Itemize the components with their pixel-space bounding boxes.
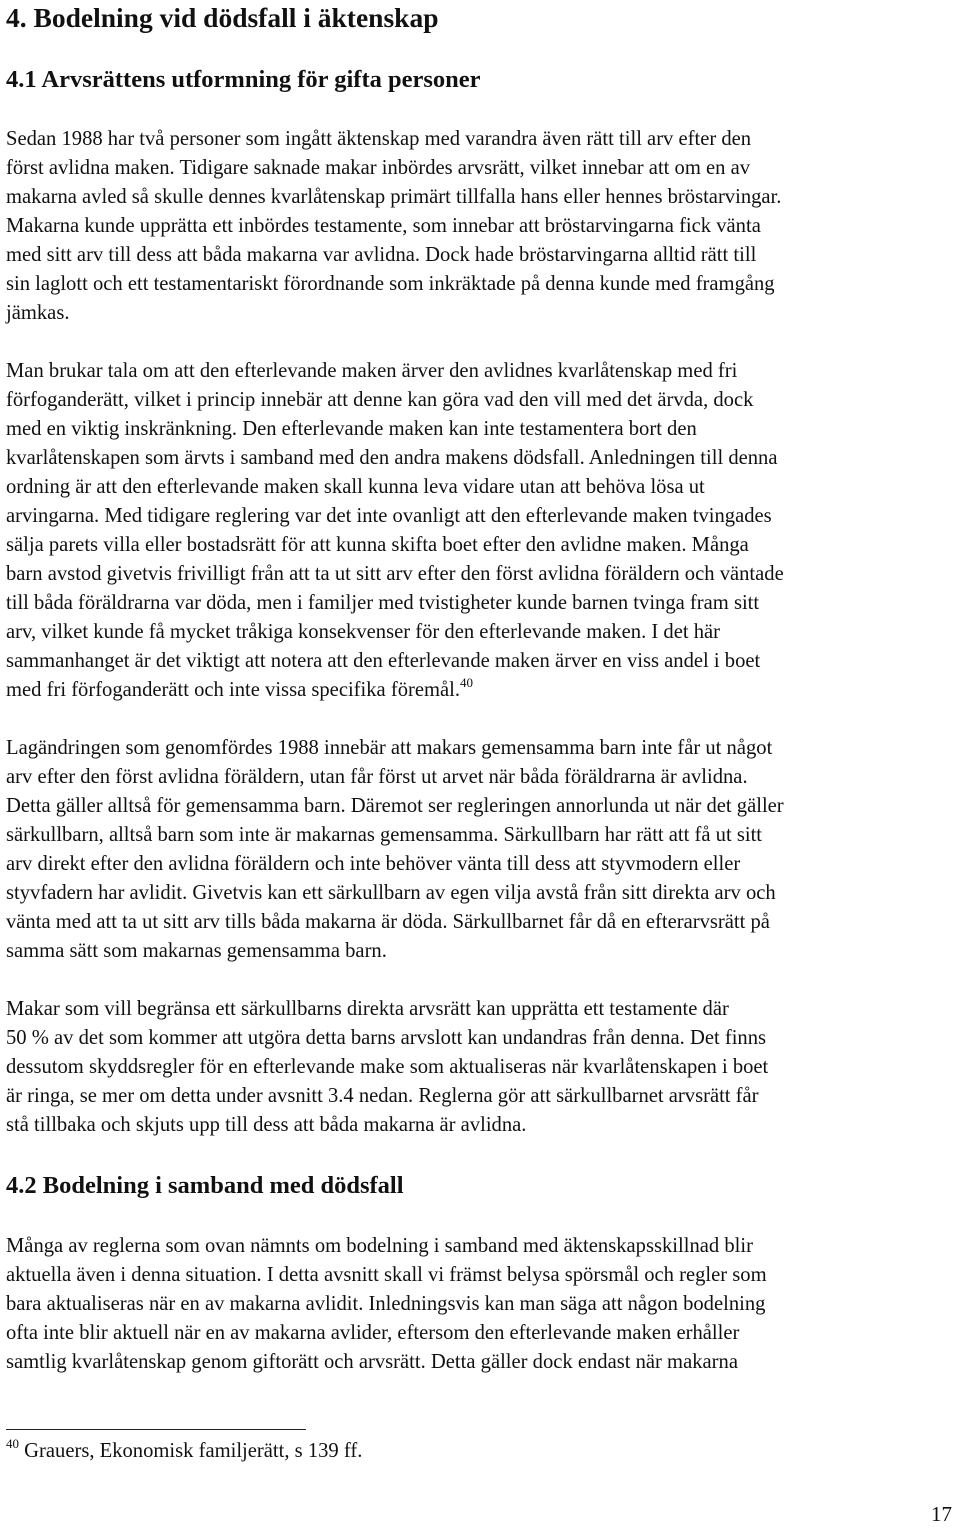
text-line: samma sätt som makarnas gemensamma barn. (6, 940, 387, 962)
text-line: makarna avled så skulle dennes kvarlåtenskap primärt tillfalla hans eller hennes bröstarvingar. (6, 186, 782, 208)
text-line: stå tillbaka och skjuts upp till dess att båda makarna är avlidna. (6, 1114, 527, 1136)
text-line: arvingarna. Med tidigare reglering var det inte ovanligt att den efterlevande maken tvingades (6, 505, 772, 527)
text-line: med en viktig inskränkning. Den efterlevande maken kan inte testamentera bort den (6, 418, 697, 440)
text-line: ordning är att den efterlevande maken skall kunna leva vidare utan att behöva lösa ut (6, 476, 705, 498)
text-line: Makar som vill begränsa ett särkullbarns direkta arvsrätt kan upprätta ett testamente där (6, 998, 729, 1020)
text-line: Makarna kunde upprätta ett inbördes testamente, som innebar att bröstarvingarna fick vänta (6, 215, 761, 237)
text-line: ofta inte blir aktuell när en av makarna avlider, eftersom den efterlevande maken erhåller (6, 1322, 740, 1344)
text-line: bara aktualiseras när en av makarna avlidit. Inledningsvis kan man säga att någon bodelning (6, 1293, 766, 1315)
paragraph-5 (6, 1232, 960, 1377)
footnote (6, 1437, 362, 1466)
text-line: först avlidna maken. Tidigare saknade makar inbördes arvsrätt, vilket innebar att om en av (6, 157, 751, 179)
text-line: är ringa, se mer om detta under avsnitt 3.4 nedan. Reglerna gör att särkullbarnet arvsrätt får (6, 1085, 759, 1107)
text-line: förfoganderätt, vilket i princip innebär att denne kan göra vad den vill med det ärvda, dock (6, 389, 754, 411)
text-line: arv, vilket kunde få mycket tråkiga konsekvenser för den efterlevande maken. I det här (6, 621, 720, 643)
paragraph-2 (6, 357, 960, 705)
footnote-reference[interactable]: 40 (460, 675, 474, 690)
text-line: med fri förfoganderätt och inte vissa specifika föremål. (6, 679, 461, 701)
text-line: särkullbarn, alltså barn som inte är makarnas gemensamma. Särkullbarn har rätt att få ut sitt (6, 824, 763, 846)
text-line: Detta gäller alltså för gemensamma barn. Däremot ser regleringen annorlunda ut när det gäller (6, 795, 784, 817)
text-line: Lagändringen som genomfördes 1988 innebär att makars gemensamma barn inte får ut något (6, 737, 773, 759)
text-line: 50 % av det som kommer att utgöra detta barns arvslott kan undandras från denna. Det finns (6, 1027, 767, 1049)
text-line: till båda föräldrarna var döda, men i familjer med tvistigheter kunde barnen tvinga fram sitt (6, 592, 760, 614)
footnote-number: 40 (6, 1436, 19, 1451)
text-line: samtlig kvarlåtenskap genom giftorätt och arvsrätt. Detta gäller dock endast när makarna (6, 1351, 738, 1373)
text-line: kvarlåtenskapen som ärvts i samband med den andra makens dödsfall. Anledningen till denna (6, 447, 778, 469)
footnote-text: Grauers, Ekonomisk familjerätt, s 139 ff. (24, 1440, 363, 1462)
paragraph-4 (6, 995, 960, 1140)
chapter-heading: 4. Bodelning vid dödsfall i äktenskap (6, 2, 439, 33)
text-line: med sitt arv till dess att båda makarna var avlidna. Dock hade bröstarvingarna alltid rätt till (6, 244, 757, 266)
footnote-divider (6, 1429, 306, 1430)
page-number: 17 (931, 1502, 952, 1526)
text-line: styvfadern har avlidit. Givetvis kan ett särkullbarn av egen vilja avstå från sitt direkta arv och (6, 882, 776, 904)
text-line: Många av reglerna som ovan nämnts om bodelning i samband med äktenskapsskillnad blir (6, 1235, 753, 1257)
text-line: jämkas. (6, 302, 70, 324)
text-line: barn avstod givetvis frivilligt från att ta ut sitt arv efter den först avlidna föräldern och väntade (6, 563, 784, 585)
text-line: sälja parets villa eller bostadsrätt för att kunna skifta boet efter den avlidne maken. Många (6, 534, 749, 556)
text-line: dessutom skyddsregler för en efterlevande make som aktualiseras när kvarlåtenskapen i boet (6, 1056, 769, 1078)
section-heading-4-1: 4.1 Arvsrättens utformning för gifta personer (6, 66, 481, 93)
text-line: vänta med att ta ut sitt arv tills båda makarna är döda. Särkullbarnet får då en efterarvsrätt på (6, 911, 770, 933)
text-line: sammanhanget är det viktigt att notera att den efterlevande maken ärver en viss andel i boet (6, 650, 761, 672)
text-line: arv efter den först avlidna föräldern, utan får först ut arvet när båda föräldrarna är avlidna. (6, 766, 748, 788)
text-line: sin laglott och ett testamentariskt förordnande som inkräktade på denna kunde med framgång (6, 273, 775, 295)
text-line: Man brukar tala om att den efterlevande maken ärver den avlidnes kvarlåtenskap med fri (6, 360, 738, 382)
paragraph-3 (6, 734, 960, 966)
text-line: arv direkt efter den avlidna föräldern och inte behöver vänta till dess att styvmodern eller (6, 853, 741, 875)
paragraph-1 (6, 125, 960, 328)
section-heading-4-2: 4.2 Bodelning i samband med dödsfall (6, 1172, 404, 1199)
text-line: Sedan 1988 har två personer som ingått äktenskap med varandra även rätt till arv efter den (6, 128, 752, 150)
text-line-with-footnote (6, 676, 960, 705)
text-line: aktuella även i denna situation. I detta avsnitt skall vi främst belysa spörsmål och regler som (6, 1264, 767, 1286)
